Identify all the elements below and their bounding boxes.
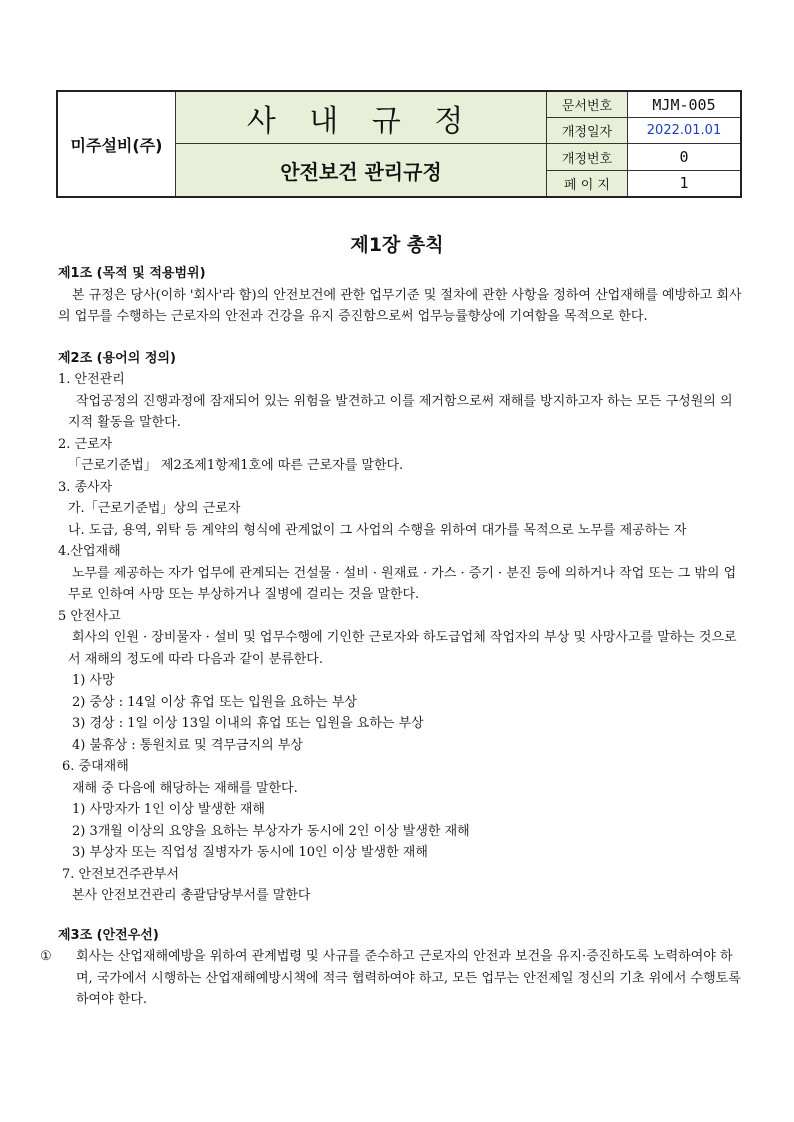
article-3-paragraph-1 [40,946,742,1011]
circled-number-1: ① [40,949,52,964]
definition-4-body: 노무를 제공하는 자가 업무에 관계되는 건설물 · 설비 · 원재료 · 가스 · 증기 · 분진 등에 의하거나 작업 또는 그 밖의 업무로 인하여 사망 또는 부상하거나 질병에 걸리는 것을 말한다. [68,565,737,602]
page-label: 페 이 지 [547,170,628,197]
company-name: 미주설비(주) [57,91,176,197]
article-1-body: 본 규정은 당사(이하 '회사'라 함)의 안전보건에 관한 업무기준 및 절차에 관한 사항을 정하여 산업재해를 예방하고 회사의 업무를 수행하는 근로자의 안전과 건강을 유지 증진함으로써 업무능률향상에 기여함을 목적으로 한다. [58,287,742,324]
definition-5-body: 회사의 인원 · 장비물자 · 설비 및 업무수행에 기인한 근로자와 하도급업체 작업자의 부상 및 사망사고를 말하는 것으로서 재해의 정도에 따라 다음과 같이 분류한다. [68,630,737,667]
definition-3-item-a: 가.「근로기준법」상의 근로자 [68,501,241,516]
list-item: 1) 사망 [72,673,115,688]
definition-1-body: 작업공정의 진행과정에 잠재되어 있는 위험을 발견하고 이를 제거함으로써 재해를 방지하고자 하는 모든 구성원의 의지적 활동을 말한다. [68,393,733,430]
revision-number-label: 개정번호 [547,144,628,170]
list-item: 3) 부상자 또는 직업성 질병자가 동시에 10인 이상 발생한 재해 [72,845,428,860]
spacer [58,328,742,348]
article-3-body: 회사는 산업재해예방을 위하여 관계법령 및 사규를 준수하고 근로자의 안전과 보건을 유지·증진하도록 노력하여야 하며, 국가에서 시행하는 산업재해예방시책에 적극 협력하여야 하고, 모든 업무는 안전제일 정신의 기초 위에서 수행토록 하여야 한다. [76,949,741,1007]
document-subtitle: 안전보건 관리규정 [176,144,547,197]
page-value: 1 [628,170,742,197]
definition-5-title: 5 안전사고 [58,608,121,624]
doc-number-value: MJM-005 [628,91,742,118]
spacer [58,907,742,925]
list-item: 3) 경상 : 1일 이상 13일 이내의 휴업 또는 입원을 요하는 부상 [72,716,424,731]
revision-date-value: 2022.01.01 [628,118,742,144]
definition-6-body: 재해 중 다음에 해당하는 재해를 말한다. [72,780,298,796]
definition-7-title: 7. 안전보건주관부서 [62,866,179,882]
list-item: 1) 사망자가 1인 이상 발생한 재해 [72,802,265,817]
list-item: 2) 중상 : 14일 이상 휴업 또는 입원을 요하는 부상 [72,694,357,710]
regulation-body [40,263,742,1011]
document-title: 사 내 규 정 [176,91,547,144]
article-2-heading: 제2조 (용어의 정의) [58,350,176,366]
definition-1-title: 1. 안전관리 [58,372,125,387]
list-item: 4) 불휴상 : 통원치료 및 격무금지의 부상 [72,737,303,753]
doc-number-label: 문서번호 [547,91,628,118]
definition-2-title: 2. 근로자 [58,436,113,452]
revision-date-label: 개정일자 [547,118,628,144]
definition-3-title: 3. 종사자 [58,479,113,495]
definition-6-title: 6. 중대재해 [62,759,129,774]
document-header [56,90,742,198]
chapter-title: 제1장 총칙 [350,234,444,256]
list-item: 2) 3개월 이상의 요양을 요하는 부상자가 동시에 2인 이상 발생한 재해 [72,823,470,839]
definition-4-title: 4.산업재해 [58,544,121,559]
definition-2-body: 「근로기준법」 제2조제1항제1호에 따른 근로자를 말한다. [68,458,404,473]
article-1-heading: 제1조 (목적 및 적용범위) [58,266,206,281]
definition-3-item-b: 나. 도급, 용역, 위탁 등 계약의 형식에 관계없이 그 사업의 수행을 위하여 대가를 목적으로 노무를 제공하는 자 [68,522,687,538]
definition-7-body: 본사 안전보건관리 총괄담당부서를 말한다 [72,888,311,903]
article-3-heading: 제3조 (안전우선) [58,927,159,943]
revision-number-value: 0 [628,144,742,170]
